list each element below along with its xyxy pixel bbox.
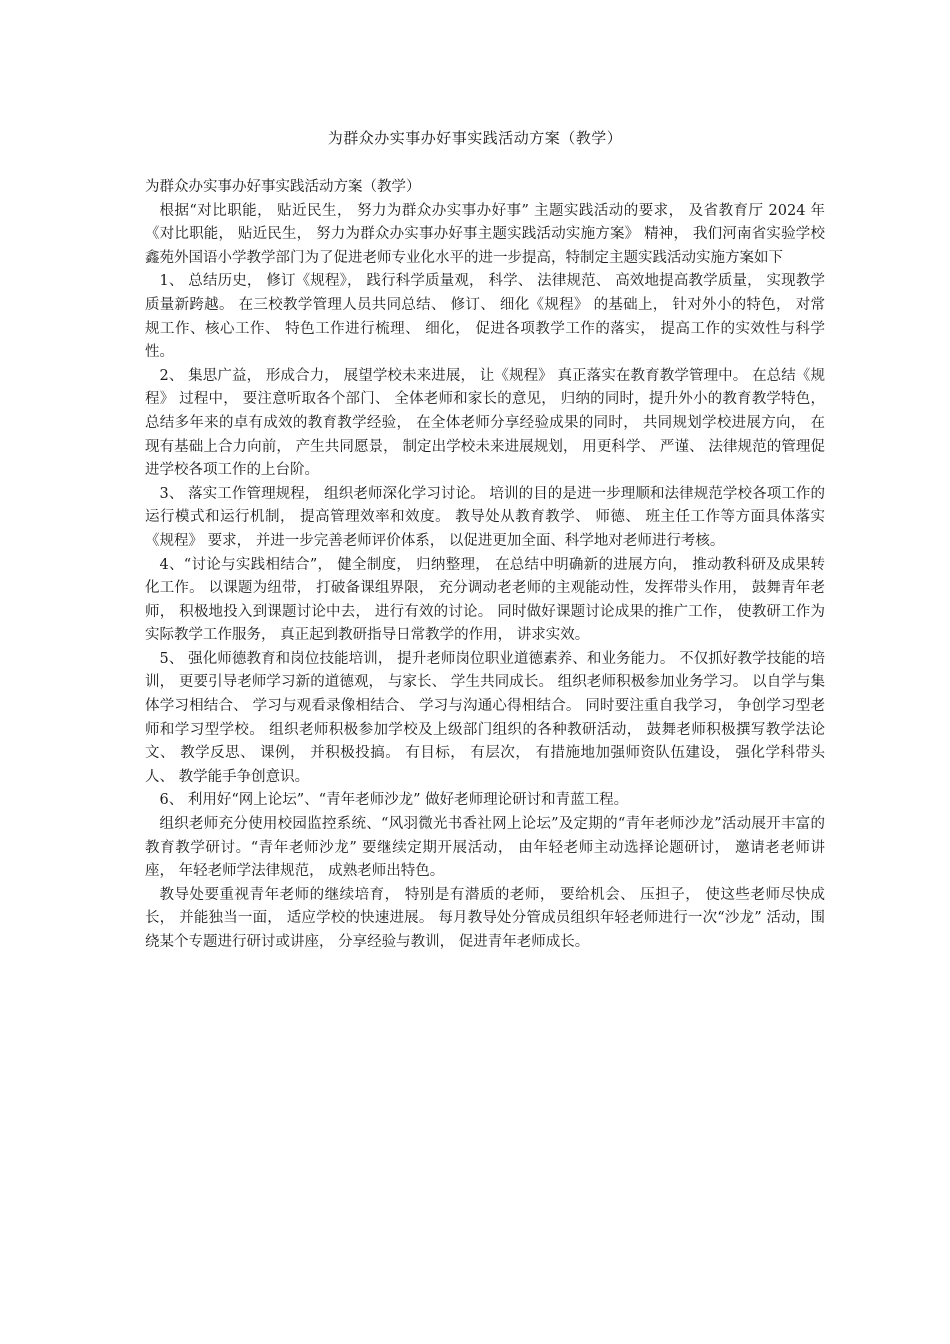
paragraph-intro: 根据“对比职能， 贴近民生， 努力为群众办实事办好事” 主题实践活动的要求， 及省教育厅 2024 年《对比职能， 贴近民生， 努力为群众办实事办好事主题实践活动实施方案》 精神， 我们河南省实验学校鑫苑外国语小学教学部门为了促进老师专业化水平的进一步提高，特制定主题实践活动实施方案如下 <box>145 202 825 266</box>
paragraph-item-4: 4、“讨论与实践相结合”， 健全制度， 归纳整理， 在总结中明确新的进展方向， 推动教科研及成果转化工作。 以课题为纽带， 打破备课组界限， 充分调动老老师的主观能动性，发挥带头作用， 鼓舞青年老师， 积极地投入到课题讨论中去， 进行有效的讨论。 同时做好课题讨论成果的推广工作， 使教研工作为实际教学工作服务， 真正起到教研指导日常教学的作用， 讲求实效。 <box>145 556 825 644</box>
paragraph-item-6: 6、 利用好“网上论坛”、“青年老师沙龙” 做好老师理论研讨和青蓝工程。 <box>159 792 629 809</box>
body-heading: 为群众办实事办好事实践活动方案（教学） <box>145 179 421 195</box>
paragraph-forum: 组织老师充分使用校园监控系统、“风羽微光书香社网上论坛”及定期的“青年老师沙龙”活动展开丰富的教育教学研讨。“青年老师沙龙” 要继续定期开展活动， 由年轻老师主动选择论题研讨， 邀请老老师讲座， 年轻老师学法律规范， 成熟老师出特色。 <box>145 816 825 880</box>
paragraph-item-3: 3、 落实工作管理规程， 组织老师深化学习讨论。 培训的目的是进一步理顺和法律规范学校各项工作的运行模式和运行机制， 提高管理效率和效度。 教导处从教育教学、 师德、 班主任工作等方面具体落实《规程》 要求， 并进一步完善老师评价体系， 以促进更加全面、科学地对老师进行考核。 <box>145 485 825 549</box>
document-body <box>145 176 825 955</box>
paragraph-item-5: 5、 强化师德教育和岗位技能培训， 提升老师岗位职业道德素养、和业务能力。 不仅抓好教学技能的培训， 更要引导老师学习新的道德观， 与家长、 学生共同成长。 组织老师积极参加业务学习。 以自学与集体学习相结合、 学习与观看录像相结合、 学习与沟通心得相结合。 同时要注重自我学习， 争创学习型老师和学习型学校。 组织老师积极参加学校及上级部门组织的各种教研活动， 鼓舞老师积极撰写教学法论文、 教学反思、 课例， 并积极投搞。 有目标， 有层次， 有措施地加强师资队伍建设， 强化学科带头人、 教学能手争创意识。 <box>145 650 825 785</box>
paragraph-item-1: 1、 总结历史， 修订《规程》， 践行科学质量观， 科学、 法律规范、 高效地提高教学质量， 实现教学质量新跨越。 在三校教学管理人员共同总结、 修订、 细化《规程》 的基础上， 针对外小的特色， 对常规工作、核心工作、 特色工作进行梳理、 细化， 促进各项教学工作的落实， 提高工作的实效性与科学性。 <box>145 273 825 361</box>
paragraph-item-2: 2、 集思广益， 形成合力， 展望学校未来进展， 让《规程》 真正落实在教育教学管理中。 在总结《规程》 过程中， 要注意听取各个部门、 全体老师和家长的意见， 归纳的同时，提升外小的教育教学特色，总结多年来的卓有成效的教育教学经验， 在全体老师分享经验成果的同时， 共同规划学校进展方向， 在现有基础上合力向前， 产生共同愿景， 制定出学校未来进展规划， 用更科学、 严谨、 法律规范的管理促进学校各项工作的上台阶。 <box>145 367 825 479</box>
document-title: 为群众办实事办好事实践活动方案（教学） <box>327 129 623 147</box>
paragraph-young-teachers: 教导处要重视青年老师的继续培育， 特别是有潜质的老师， 要给机会、 压担子， 使这些老师尽快成长， 并能独当一面， 适应学校的快速进展。 每月教导处分管成员组织年轻老师进行一次“沙龙” 活动，围绕某个专题进行研讨或讲座， 分享经验与教训， 促进青年老师成长。 <box>145 886 825 950</box>
